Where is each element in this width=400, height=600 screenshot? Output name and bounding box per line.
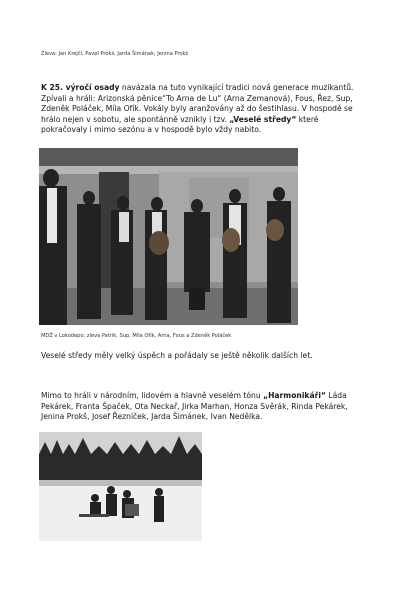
paragraph-line: Zdeněk Poláček, Míla Ofík. Vokály byly aranžovány až do šestihlasu. V hospodě se [41, 104, 353, 114]
winter-photo-image [39, 432, 202, 541]
line-text: které [296, 114, 319, 124]
paragraph-line: Veselé středy měly velký úspěch a pořádaly se ještě několik dalších let. [41, 351, 313, 360]
paragraph-line: Zpívali a hráli: Arizonská pěnice“To Arna de Lu“ (Arna Zemanová), Fous, Řez, Sup, [41, 93, 353, 103]
paragraph-line: pokračovaly i mimo sezónu a v hospodě bylo vždy nabito. [41, 125, 262, 135]
band-photo-image [39, 148, 298, 325]
anniversary-lead: K 25. výročí osady [41, 83, 120, 92]
vesele-stredy-title: „Veselé středy“ [229, 114, 297, 124]
line-text: Láda [325, 391, 347, 400]
paragraph-line: Jenina Prokš, Josef Řezníček, Jarda Šimánek, Ivan Nedělka. [41, 412, 263, 422]
band-photo-caption: MDŽ v Lokodepo: zleva Patrik, Sup, Míla Ofík, Arna, Fous a Zdeněk Poláček [41, 333, 232, 339]
line-text: Mimo to hráli v národním, lidovém a hlavně veselém tónu [41, 391, 264, 400]
band-photo [39, 148, 298, 325]
winter-photo [39, 432, 202, 541]
paragraph-anniversary [41, 83, 371, 136]
paragraph-harmonikari [41, 391, 371, 423]
paragraph-line [41, 115, 371, 126]
line-text: hrálo nejen v sobotu, ale spontánně vznikly i tzv. [41, 114, 230, 124]
harmonikari-title: „Harmonikáři“ [263, 391, 326, 400]
line-text: navázala na tuto vynikající tradici nová generace muzikantů. [119, 83, 354, 92]
paragraph-line [41, 83, 371, 94]
paragraph-line [41, 391, 371, 402]
top-photo-caption: Zleva: Jan Krejčí, Pavel Prokš, Jarda Šimánek, Jenina Prokš [41, 51, 189, 57]
paragraph-line: Pekárek, Franta Špaček, Ota Neckař, Jirka Marhan, Honza Svěrák, Rinda Pekárek, [41, 401, 348, 411]
paragraph-vesele-stredy [41, 351, 371, 362]
